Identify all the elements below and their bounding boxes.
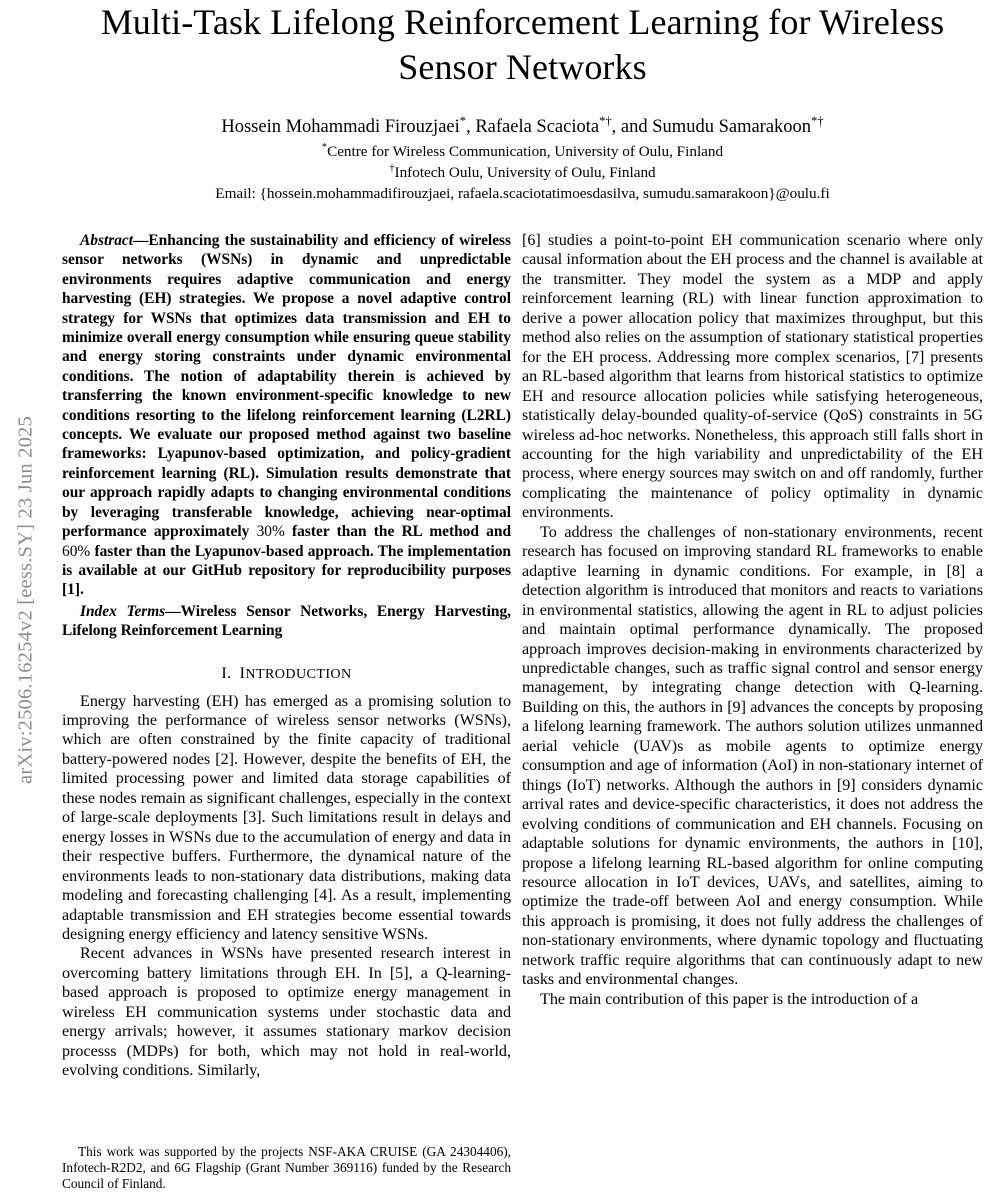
affiliation-mark-dagger: † [389,162,395,174]
author-affiliation-mark-3: *† [811,113,824,128]
author-name-2: Rafaela Scaciota [475,117,600,137]
funding-footnote [62,1144,511,1193]
email-line [60,184,985,204]
abstract-text-part-2: faster than the RL method and [284,523,511,541]
abstract-text-part-1: Enhancing the sustainability and efficiency of wireless sensor networks (WSNs) in dynamic and unpredictable environments requires adaptive communication and energy harvesting (EH) strategies. We propose a novel adaptive control strategy for WSNs that optimizes data transmission and EH to minimize overall energy consumption while ensuring queue stability and energy storing constraints under dynamic environmental conditions. The notion of adaptability therein is achieved by transferring the known environment-specific knowledge to new conditions resorting to the lifelong reinforcement learning (L2RL) concepts. We evaluate our proposed method against two baseline frameworks: Lyapunov-based optimization, and policy-gradient reinforcement learning (RL). Simulation results demonstrate that our approach rapidly adapts to changing environmental conditions by leveraging transferable knowledge, achieving near-optimal performance approximately [62,232,511,541]
author-name-1: Hossein Mohammadi Firouzjaei [221,117,460,137]
affiliation-secondary [60,163,985,183]
section-heading-introduction [62,641,511,692]
email-label: Email: [215,185,260,202]
related-work-paragraph-2: To address the challenges of non-stationary environments, recent research has focused on improving standard RL frameworks to enable adaptive learning in dynamic conditions. For example, in [8] a detection algorithm is introduced that monitors and reacts to variations in environmental statistics, allowing the agent in RL to adjust policies and maintain optimal performance dynamically. The proposed approach improves decision-making in environments characterized by unpredictable changes, such as traffic signal control and sensor energy management, by integrating change detection with Q-learning. Building on this, the authors in [9] advances the concepts by proposing a lifelong learning framework. The authors solution utilizes unmanned aerial vehicle (UAV)s as mobile agents to optimize energy consumption and age of information (AoI) in non-stationary internet of things (IoT) networks. Although the authors in [9] considers dynamic arrival rates and device-specific characteristics, it does not address the evolving conditions of communication and EH channels. Focusing on adaptable solutions for dynamic environments, the authors in [10], propose a lifelong learning RL-based algorithm for online computing resource allocation in IoT devices, UAVs, and satellites, aiming to optimize the trade-off between AoI and energy consumption. While this approach is promising, it does not fully address the challenges of non-stationary environments, where dynamic topology and fluctuating network traffic require algorithms that can continuously adapt to new tasks and environmental changes. [522,523,983,989]
arxiv-stamp-text: arXiv:2506.16254v2 [eess.SY] 23 Jun 2025 [14,416,37,784]
affiliation-secondary-text: Infotech Oulu, University of Oulu, Finland [394,164,656,181]
author-separator-1: , [466,117,476,137]
author-name-3: Sumudu Samarakoon [652,117,812,137]
column-left [62,231,511,1081]
abstract-value-lyapunov-speedup: 60% [62,542,91,560]
section-number: I. [221,664,232,682]
abstract-dash: — [133,232,149,249]
author-list [60,113,985,139]
title-block [60,0,985,204]
index-terms-dash: — [165,602,181,620]
affiliation-primary [60,142,985,162]
contribution-paragraph: The main contribution of this paper is the introduction of a [540,990,919,1008]
affiliation-primary-text: Centre for Wireless Communication, University of Oulu, Finland [327,143,724,160]
related-work-paragraph-1: [6] studies a point-to-point EH communication scenario where only causal information about the EH process and the channel is available at the transmitter. They model the system as a MDP and apply reinforcement learning (RL) with linear function approximation to derive a power allocation policy that maximizes throughput, but this method also relies on the assumption of stationary statistical properties for the EH process. Addressing more complex scenarios, [7] presents an RL-based algorithm that learns from historical statistics to optimize EH and resource allocation policies while satisfying heterogeneous, statistically delay-bounded quality-of-service (QoS) constraints in 5G wireless ad-hoc networks. Nonetheless, this approach still falls short in accounting for the high variability and unpredictability of the EH process, where energy sources may switch on and off randomly, further complicating the maintenance of policy optimality in dynamic environments. [522,232,983,522]
index-terms-label: Index Terms [80,602,166,620]
column-right [522,231,983,1009]
abstract-label: Abstract [80,232,134,249]
author-conjunction: , and [611,117,653,137]
intro-paragraph-1: Energy harvesting (EH) has emerged as a promising solution to improving the performance of wireless sensor networks (WSNs), which are often constrained by the finite capacity of traditional battery-powered nodes [2]. However, despite the benefits of EH, the limited processing power and limited data storage capabilities of these nodes remain as significant challenges, especially in the context of large-scale deployments [3]. Such limitations result in delays and energy losses in WSNs due to the accumulation of energy and data in their respective buffers. Furthermore, the dynamical nature of the environments leads to non-stationary data distributions, making data modeling and forecasting challenging [4]. As a result, implementing adaptable transmission and EH strategies become essential towards designing energy efficiency and latency sensitive WSNs. [62,692,511,943]
affiliation-mark-asterisk: * [321,141,328,153]
intro-paragraph-2: Recent advances in WSNs have presented research interest in overcoming battery limitations through EH. In [5], a Q-learning-based approach is proposed to optimize energy management in wireless EH communication systems under stochastic data and energy arrivals; however, it assumes stationary markov decision processs (MDPs) for both, which may not hold in real-world, evolving conditions. Similarly, [62,945,511,1080]
index-terms-text: Wireless Sensor Networks, Energy Harvesting, Lifelong Reinforcement Learning [62,602,511,640]
abstract-text-part-3: faster than the Lyapunov-based approach. The implementation is available at our GitHub repository for reproducibility purposes [1]. [62,542,511,599]
author-affiliation-mark-1: * [459,113,467,128]
funding-footnote-text: This work was supported by the projects NSF-AKA CRUISE (GA 24304406), Infotech-R2D2, and 6G Flagship (Grant Number 369116) funded by the Research Council of Finland. [62,1144,511,1192]
abstract-value-rl-speedup: 30% [256,523,285,541]
section-title: INTRODUCTION [239,664,352,682]
author-affiliation-mark-2: *† [599,113,612,128]
email-addresses: {hossein.mohammadifirouzjaei, rafaela.scaciotatimoesdasilva, sumudu.samarakoon}@oulu.fi [259,185,830,202]
abstract-paragraph [62,231,511,600]
index-terms-paragraph [62,602,511,641]
page-title: Multi-Task Lifelong Reinforcement Learning for Wireless Sensor Networks [100,2,945,87]
